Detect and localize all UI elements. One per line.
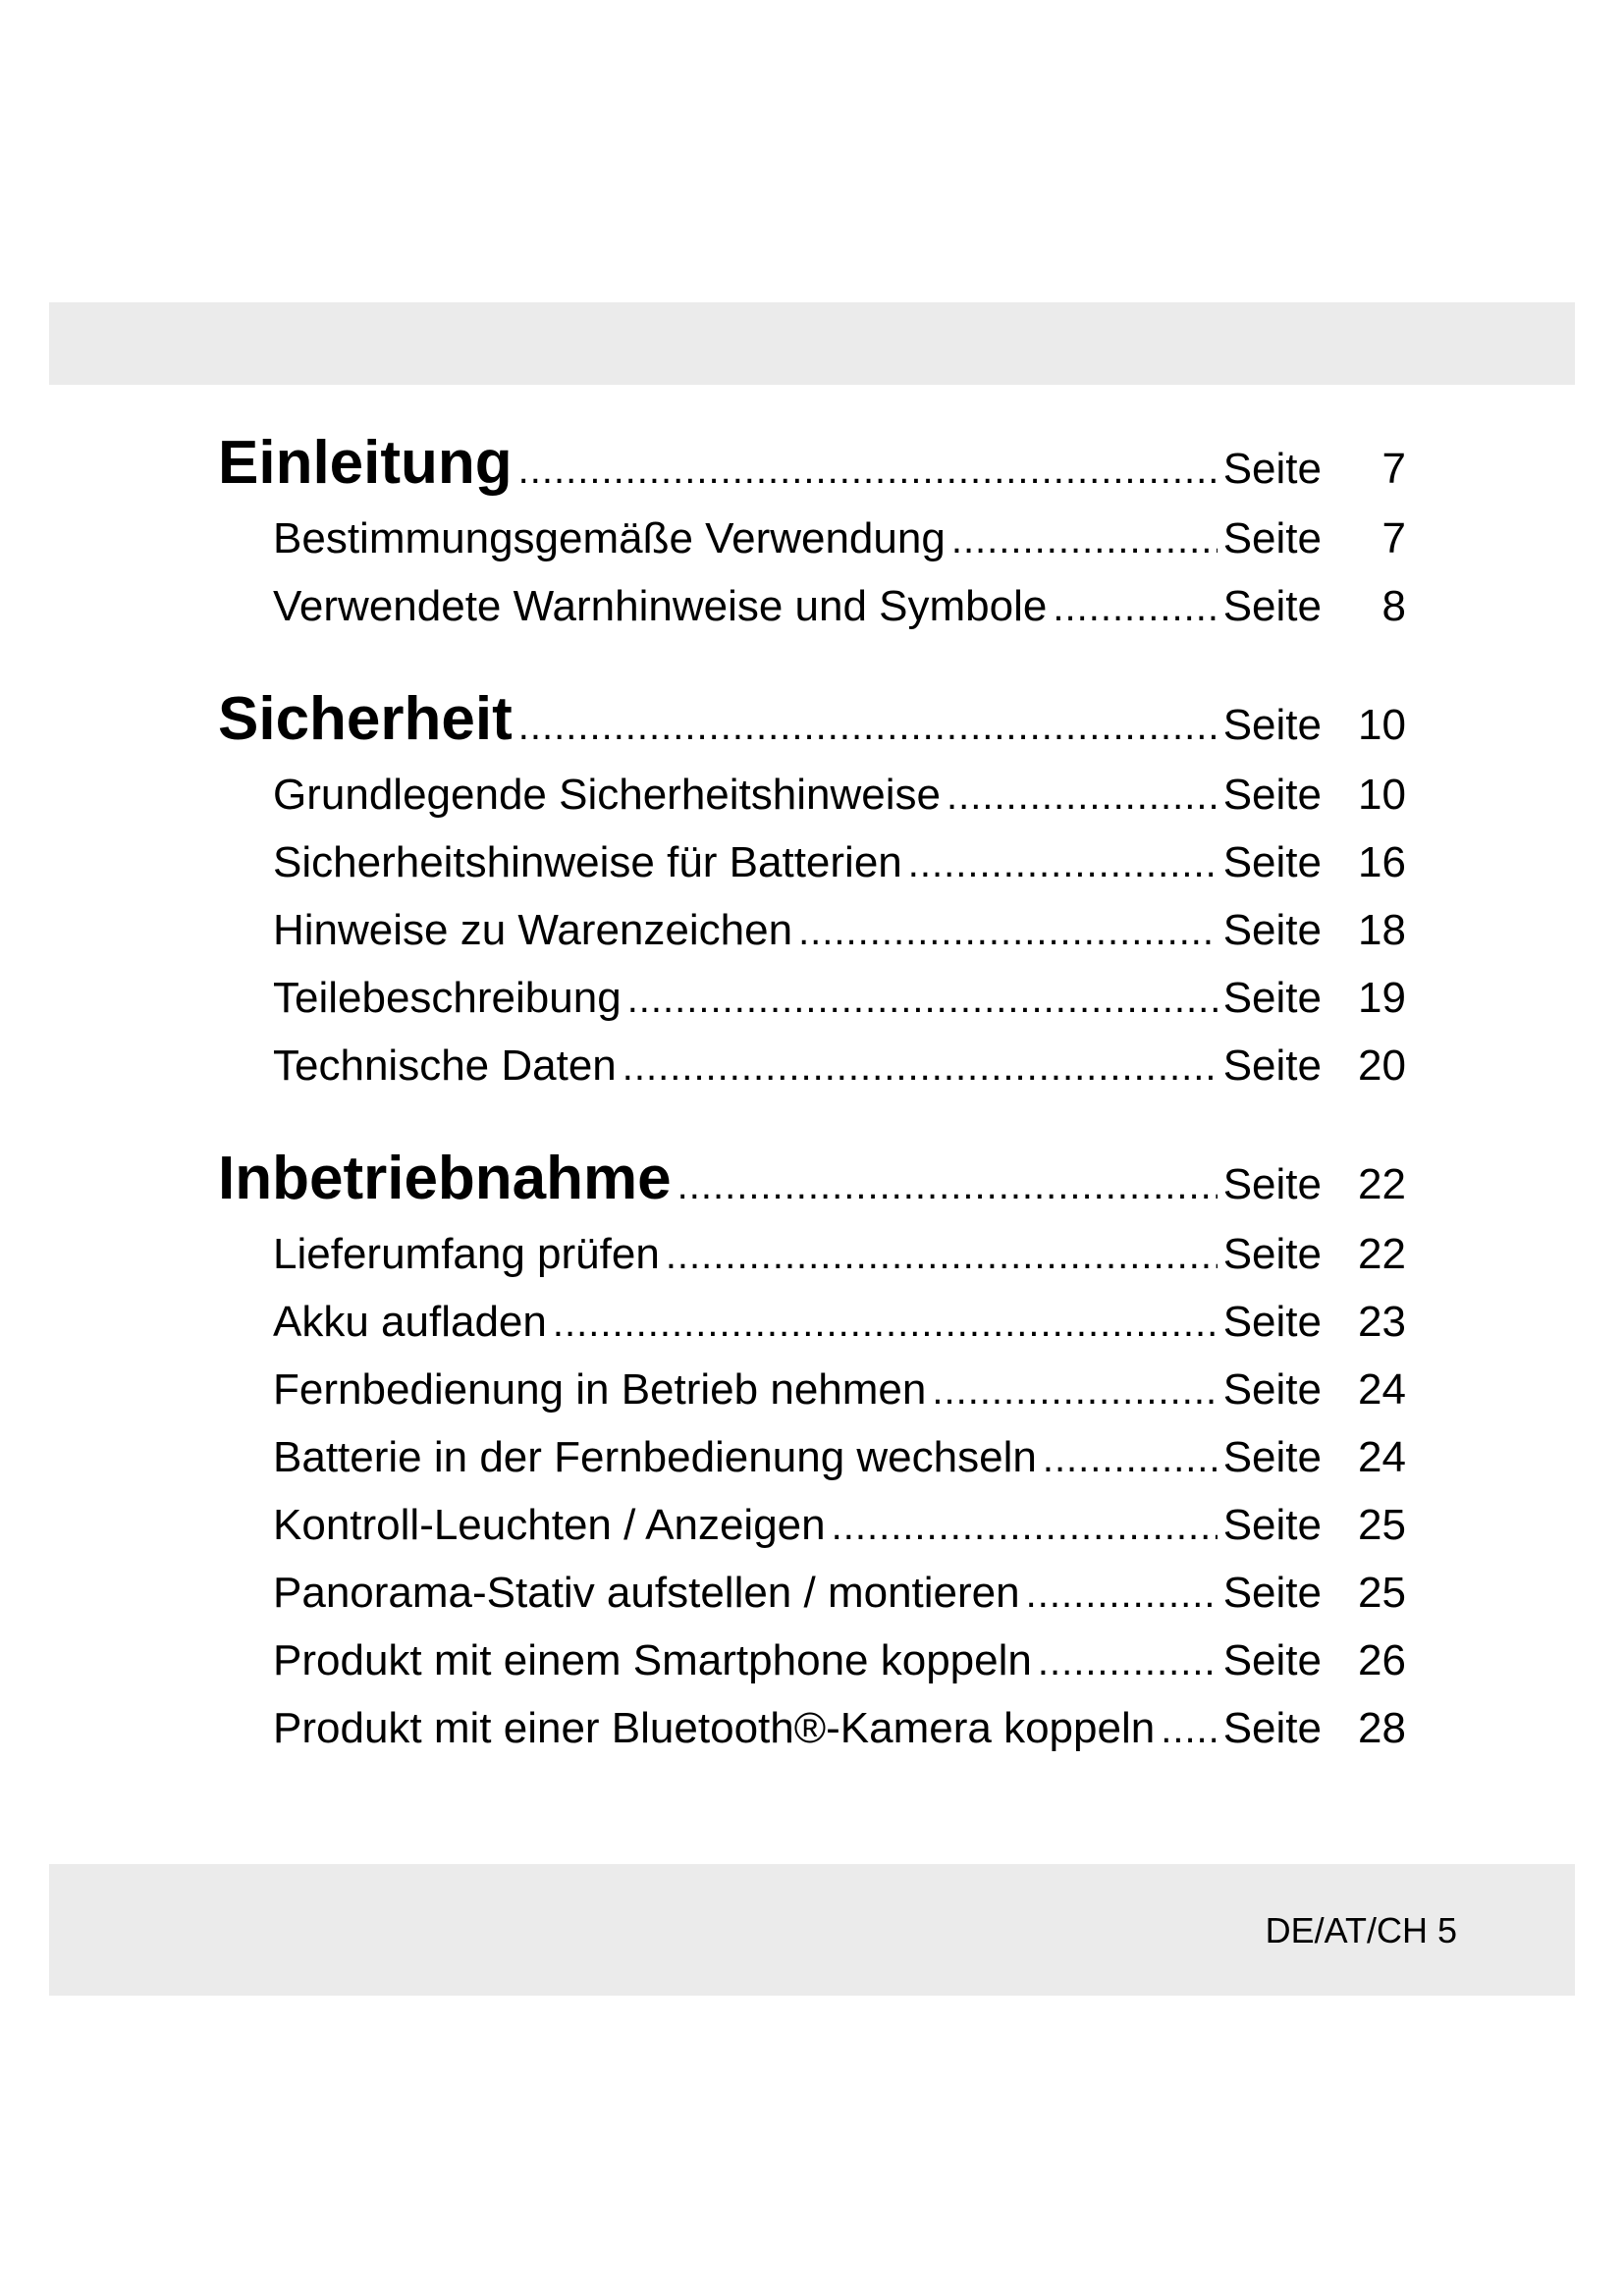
toc-entry-title: Akku aufladen: [273, 1298, 547, 1346]
seite-label: Seite: [1222, 906, 1322, 954]
toc-heading[interactable]: [218, 1144, 1406, 1221]
page-number: 24: [1358, 1433, 1406, 1481]
toc-entry[interactable]: [218, 1628, 1406, 1695]
toc-entry[interactable]: [218, 965, 1406, 1033]
seite-label: Seite: [1222, 1160, 1322, 1208]
page-number: 19: [1358, 974, 1406, 1022]
seite-label: Seite: [1222, 1365, 1322, 1414]
toc-entry[interactable]: [218, 1492, 1406, 1560]
toc-entry-title: Technische Daten: [273, 1041, 617, 1090]
seite-label: Seite: [1222, 1636, 1322, 1684]
leader-dots: [553, 1291, 1218, 1357]
page-number: 22: [1358, 1230, 1406, 1278]
seite-label: Seite: [1222, 1041, 1322, 1090]
toc-section-einleitung: [218, 428, 1406, 641]
leader-dots: [1038, 1629, 1218, 1695]
toc-heading[interactable]: [218, 684, 1406, 762]
page-number: 22: [1358, 1160, 1406, 1208]
leader-dots: [947, 764, 1218, 829]
seite-label: Seite: [1222, 514, 1322, 562]
toc-entry[interactable]: [218, 1424, 1406, 1492]
toc-entry-title: Produkt mit einem Smartphone koppeln: [273, 1636, 1032, 1684]
toc-entry[interactable]: [218, 1221, 1406, 1289]
toc-entry-title: Hinweise zu Warenzeichen: [273, 906, 793, 954]
toc-entry[interactable]: [218, 829, 1406, 897]
toc-entry[interactable]: [218, 1357, 1406, 1424]
leader-dots: [1161, 1697, 1217, 1763]
leader-dots: [627, 967, 1218, 1033]
toc-entry[interactable]: [218, 1289, 1406, 1357]
leader-dots: [1026, 1562, 1218, 1628]
page-number: 16: [1358, 838, 1406, 886]
toc-entry-title: Batterie in der Fernbedienung wechseln: [273, 1433, 1037, 1481]
page-number: 10: [1358, 701, 1406, 749]
seite-label: Seite: [1222, 838, 1322, 886]
seite-label: Seite: [1222, 1230, 1322, 1278]
leader-dots: [932, 1359, 1217, 1424]
toc-entry-title: Kontroll-Leuchten / Anzeigen: [273, 1501, 826, 1549]
seite-label: Seite: [1222, 445, 1322, 493]
seite-label: Seite: [1222, 771, 1322, 819]
toc-entry[interactable]: [218, 897, 1406, 965]
seite-label: Seite: [1222, 701, 1322, 749]
seite-label: Seite: [1222, 1704, 1322, 1752]
toc-entry-title: Sicherheitshinweise für Batterien: [273, 838, 902, 886]
toc-entry[interactable]: [218, 762, 1406, 829]
page-number: 10: [1358, 771, 1406, 819]
toc-entry-title: Produkt mit einer Bluetooth®-Kamera koppeln: [273, 1704, 1156, 1752]
page-number: 8: [1381, 582, 1406, 630]
toc-entry[interactable]: [218, 506, 1406, 573]
leader-dots: [677, 1150, 1218, 1221]
leader-dots: [951, 507, 1218, 573]
page-number: 28: [1358, 1704, 1406, 1752]
page-number: 7: [1381, 445, 1406, 493]
footer-page-label: DE/AT/CH 5: [1265, 1910, 1457, 1950]
leader-dots: [518, 691, 1218, 762]
leader-dots: [666, 1223, 1218, 1289]
toc-heading-title: Einleitung: [218, 429, 513, 497]
toc-entry-title: Bestimmungsgemäße Verwendung: [273, 514, 946, 562]
toc-entry[interactable]: [218, 573, 1406, 641]
leader-dots: [1043, 1426, 1218, 1492]
leader-dots: [832, 1494, 1218, 1560]
toc-entry-title: Verwendete Warnhinweise und Symbole: [273, 582, 1048, 630]
toc-entry-title: Grundlegende Sicherheitshinweise: [273, 771, 941, 819]
toc-entry[interactable]: [218, 1560, 1406, 1628]
toc-section-sicherheit: [218, 684, 1406, 1100]
table-of-contents: [218, 428, 1406, 1806]
toc-entry-title: Lieferumfang prüfen: [273, 1230, 660, 1278]
toc-section-inbetriebnahme: [218, 1144, 1406, 1763]
seite-label: Seite: [1222, 1501, 1322, 1549]
page-number: 23: [1358, 1298, 1406, 1346]
toc-entry-title: Teilebeschreibung: [273, 974, 622, 1022]
toc-heading[interactable]: [218, 428, 1406, 506]
page-number: 7: [1381, 514, 1406, 562]
toc-heading-title: Inbetriebnahme: [218, 1145, 672, 1212]
page-number: 26: [1358, 1636, 1406, 1684]
seite-label: Seite: [1222, 1433, 1322, 1481]
page-number: 25: [1358, 1569, 1406, 1617]
page-number: 25: [1358, 1501, 1406, 1549]
page-number: 20: [1358, 1041, 1406, 1090]
seite-label: Seite: [1222, 582, 1322, 630]
toc-entry-title: Fernbedienung in Betrieb nehmen: [273, 1365, 927, 1414]
page-number: 18: [1358, 906, 1406, 954]
seite-label: Seite: [1222, 1298, 1322, 1346]
leader-dots: [798, 899, 1218, 965]
toc-entry[interactable]: [218, 1695, 1406, 1763]
seite-label: Seite: [1222, 974, 1322, 1022]
toc-entry-title: Panorama-Stativ aufstellen / montieren: [273, 1569, 1020, 1617]
leader-dots: [623, 1035, 1218, 1100]
seite-label: Seite: [1222, 1569, 1322, 1617]
toc-heading-title: Sicherheit: [218, 685, 513, 753]
leader-dots: [908, 831, 1218, 897]
page-number: 24: [1358, 1365, 1406, 1414]
leader-dots: [1053, 575, 1217, 641]
leader-dots: [518, 435, 1218, 506]
header-band: [49, 302, 1575, 385]
toc-entry[interactable]: [218, 1033, 1406, 1100]
